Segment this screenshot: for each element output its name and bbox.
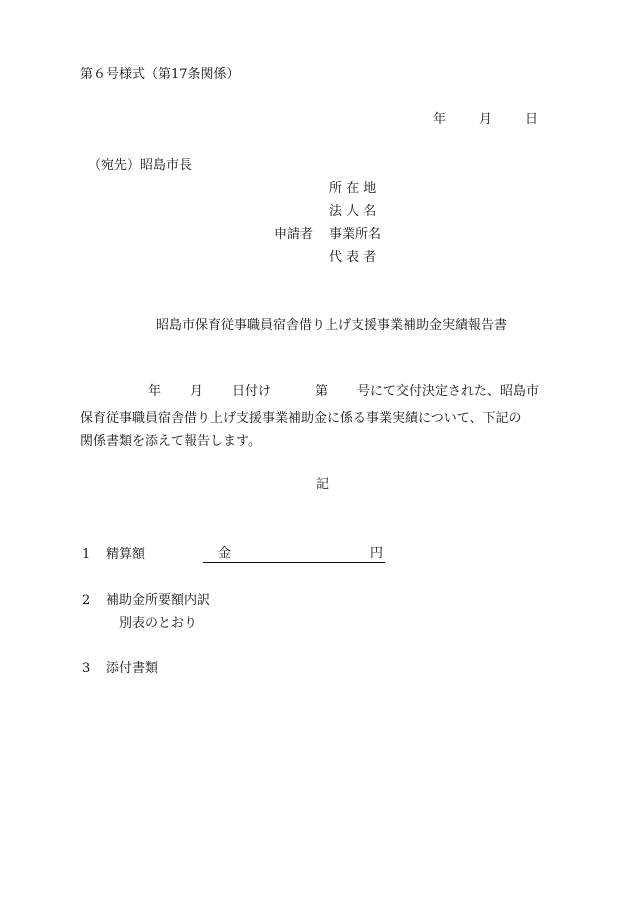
item-1-label: 精算額 bbox=[106, 547, 146, 562]
date-month-label: 月 bbox=[479, 112, 493, 127]
body-month-label: 月 bbox=[190, 384, 204, 399]
ki-heading: 記 bbox=[316, 477, 330, 492]
applicant-label: 申請者 bbox=[274, 227, 314, 242]
applicant-field-address: 所 在 地 bbox=[329, 181, 377, 196]
item-2-sub: 別表のとおり bbox=[119, 616, 198, 631]
applicant-field-office: 事業所名 bbox=[329, 227, 382, 242]
item-2-label: 補助金所要額内訳 bbox=[106, 593, 211, 608]
body-year-label: 年 bbox=[148, 384, 162, 399]
applicant-field-representative: 代 表 者 bbox=[329, 250, 377, 265]
amount-suffix: 円 bbox=[370, 546, 384, 561]
body-line-3: 関係書類を添えて報告します。 bbox=[80, 434, 261, 449]
date-day-label: 日 bbox=[525, 112, 539, 127]
addressee: （宛先）昭島市長 bbox=[88, 158, 193, 173]
amount-prefix: 金 bbox=[218, 546, 232, 561]
body-line-1-rest: 号にて交付決定された、昭島市 bbox=[357, 384, 540, 399]
body-number-prefix: 第 bbox=[315, 384, 329, 399]
document-title: 昭島市保育従事職員宿舎借り上げ支援事業補助金実績報告書 bbox=[156, 318, 508, 333]
body-line-2: 保育従事職員宿舎借り上げ支援事業補助金に係る事業実績について、下記の bbox=[80, 411, 522, 426]
body-line-1 bbox=[80, 384, 552, 407]
body-dated-label: 日付け bbox=[232, 384, 272, 399]
item-1-number: 1 bbox=[82, 547, 91, 562]
body-paragraph bbox=[80, 384, 552, 453]
item-3-number: 3 bbox=[82, 661, 91, 676]
item-2-number: 2 bbox=[82, 593, 91, 608]
date-year-label: 年 bbox=[433, 112, 447, 127]
item-3-label: 添付書類 bbox=[106, 661, 159, 676]
applicant-field-corporation: 法 人 名 bbox=[329, 204, 377, 219]
form-number: 第６号様式（第17条関係） bbox=[80, 67, 240, 82]
